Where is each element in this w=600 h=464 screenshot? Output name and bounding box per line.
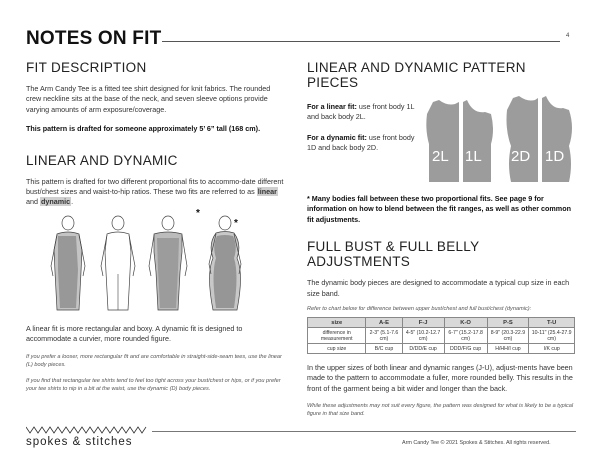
linear-figure-1	[48, 214, 88, 314]
highlight-dynamic: dynamic	[41, 197, 71, 207]
bust-belly-note: While these adjustments may not suit every figure, the pattern was designed for what is likely to be a typical figure in that size band.	[307, 403, 574, 418]
table-row	[308, 344, 575, 354]
fit-description-body: The Arm Candy Tee is a fitted tee shirt designed for knit fabrics. The rounded crew neckline sits at the base of the neck, and seven sleeve options provide varying amounts of arm exposure/coverage.	[26, 84, 271, 114]
asterisk-mark-1: *	[196, 207, 200, 219]
linear-pattern-pieces	[425, 100, 497, 182]
table-cell: 2-3" (5.1-7.6 cm)	[366, 328, 402, 344]
table-header-cell: K-O	[444, 318, 487, 328]
piece-1L-shape	[463, 100, 493, 182]
footer-rule	[152, 431, 576, 432]
linear-figure-2	[98, 214, 138, 314]
table-cell: I/K cup	[529, 344, 575, 354]
fit-summary: A linear fit is more rectangular and boxy. A dynamic fit is designed to accommodate a curvier, more rounded figure.	[26, 323, 243, 344]
asterisk-mark-2: *	[234, 217, 238, 229]
highlight-linear: linear	[257, 187, 277, 197]
table-header-cell: F-J	[402, 318, 444, 328]
cup-size-table	[307, 317, 575, 354]
bust-belly-intro: The dynamic body pieces are designed to accommodate a typical cup size in each size band.	[307, 278, 570, 298]
linear-note: If you prefer a looser, more rectangular fit and are comfortable in straight-side-seam tees, use the linear (L) body pieces.	[26, 353, 282, 368]
footer-zigzag-ornament	[26, 426, 148, 434]
bodies-note: * Many bodies fall between these two proportional fits. See page 9 for information on how to blend between the fit ranges, as well as other common fit adjustments.	[307, 194, 571, 224]
page-number: 4	[566, 33, 570, 39]
linear-fit-label: For a linear fit:	[307, 102, 357, 111]
left-column	[26, 60, 284, 393]
table-header-cell: P-S	[487, 318, 529, 328]
pattern-pieces-row	[307, 98, 575, 184]
piece-2D-shape	[507, 96, 539, 182]
table-cell: H/HH/I cup	[487, 344, 529, 354]
right-column	[307, 60, 575, 418]
piece-2L-shape	[426, 100, 459, 182]
table-cell: 8-9" (20.3-22.9 cm)	[487, 328, 529, 344]
linear-fit-text: use front body 1L and back body 2L.	[307, 102, 415, 122]
copyright-text: Arm Candy Tee © 2021 Spokes & Stitches. All rights reserved.	[402, 440, 551, 446]
pattern-pieces-text	[307, 98, 425, 154]
linear-dynamic-body-end: .	[71, 197, 74, 207]
table-cell: difference in measurement	[308, 328, 366, 344]
linear-figure-3	[148, 214, 188, 314]
brand-name: spokes & stitches	[26, 436, 133, 448]
piece-label-2D: 2D	[511, 148, 531, 165]
table-caption: Refer to chart below for difference between upper bust/chest and full bust/chest (dynamic):	[307, 306, 532, 313]
title-rule	[162, 41, 560, 42]
linear-dynamic-heading: LINEAR AND DYNAMIC	[26, 152, 178, 168]
pattern-pieces-heading: LINEAR AND DYNAMIC PATTERN PIECES	[307, 60, 526, 90]
piece-label-1D: 1D	[545, 148, 565, 165]
table-cell: D/DD/E cup	[402, 344, 444, 354]
dynamic-fit-instructions	[307, 133, 425, 154]
linear-dynamic-body	[26, 177, 284, 208]
table-row	[308, 328, 575, 344]
table-header-row	[308, 318, 575, 328]
dynamic-note: If you find that rectangular tee shirts tend to feel too tight across your bust/chest or hips, or if you prefer your tee shirts to nip in a bit at the waist, use the dynamic (D) body pieces.	[26, 377, 281, 392]
table-cell: 6-7" (15.2-17.8 cm)	[444, 328, 487, 344]
table-cell: 10-11" (25.4-27.9 cm)	[529, 328, 575, 344]
linear-dynamic-body-start: This pattern is drafted for two different proportional fits to accommo-date different bust/chest sizes and waist-to-hip ratios. These two fits are referred to as	[26, 176, 284, 197]
table-cell: cup size	[308, 344, 366, 354]
piece-label-2L: 2L	[432, 148, 449, 165]
table-cell: DDD/F/G cup	[444, 344, 487, 354]
linear-fit-instructions	[307, 102, 425, 123]
bust-belly-heading: FULL BUST & FULL BELLY ADJUSTMENTS	[307, 239, 480, 270]
page-title: NOTES ON FIT	[26, 28, 162, 49]
height-note: This pattern is drafted for someone approximately 5’ 6” tall (168 cm).	[26, 124, 261, 134]
fit-description-heading: FIT DESCRIPTION	[26, 60, 147, 75]
bust-belly-body: In the upper sizes of both linear and dynamic ranges (J-U), adjust-ments have been made to the pattern to accommodate a fuller, more rounded belly. This results in the front of the garment being a bit wider and longer than the back.	[307, 363, 573, 393]
piece-1D-shape	[542, 96, 572, 182]
dynamic-pattern-pieces	[505, 94, 575, 182]
body-figures	[26, 207, 284, 314]
dynamic-fit-text: use front body 1D and back body 2D.	[307, 132, 415, 153]
dynamic-figure	[204, 214, 246, 314]
table-header-cell: size	[308, 318, 366, 328]
table-header-cell: A-E	[366, 318, 402, 328]
table-header-cell: T-U	[529, 318, 575, 328]
table-cell: B/C cup	[366, 344, 402, 354]
piece-label-1L: 1L	[465, 148, 482, 165]
table-cell: 4-5" (10.2-12.7 cm)	[402, 328, 444, 344]
linear-dynamic-and: and	[26, 197, 40, 207]
dynamic-fit-label: For a dynamic fit:	[307, 132, 367, 142]
